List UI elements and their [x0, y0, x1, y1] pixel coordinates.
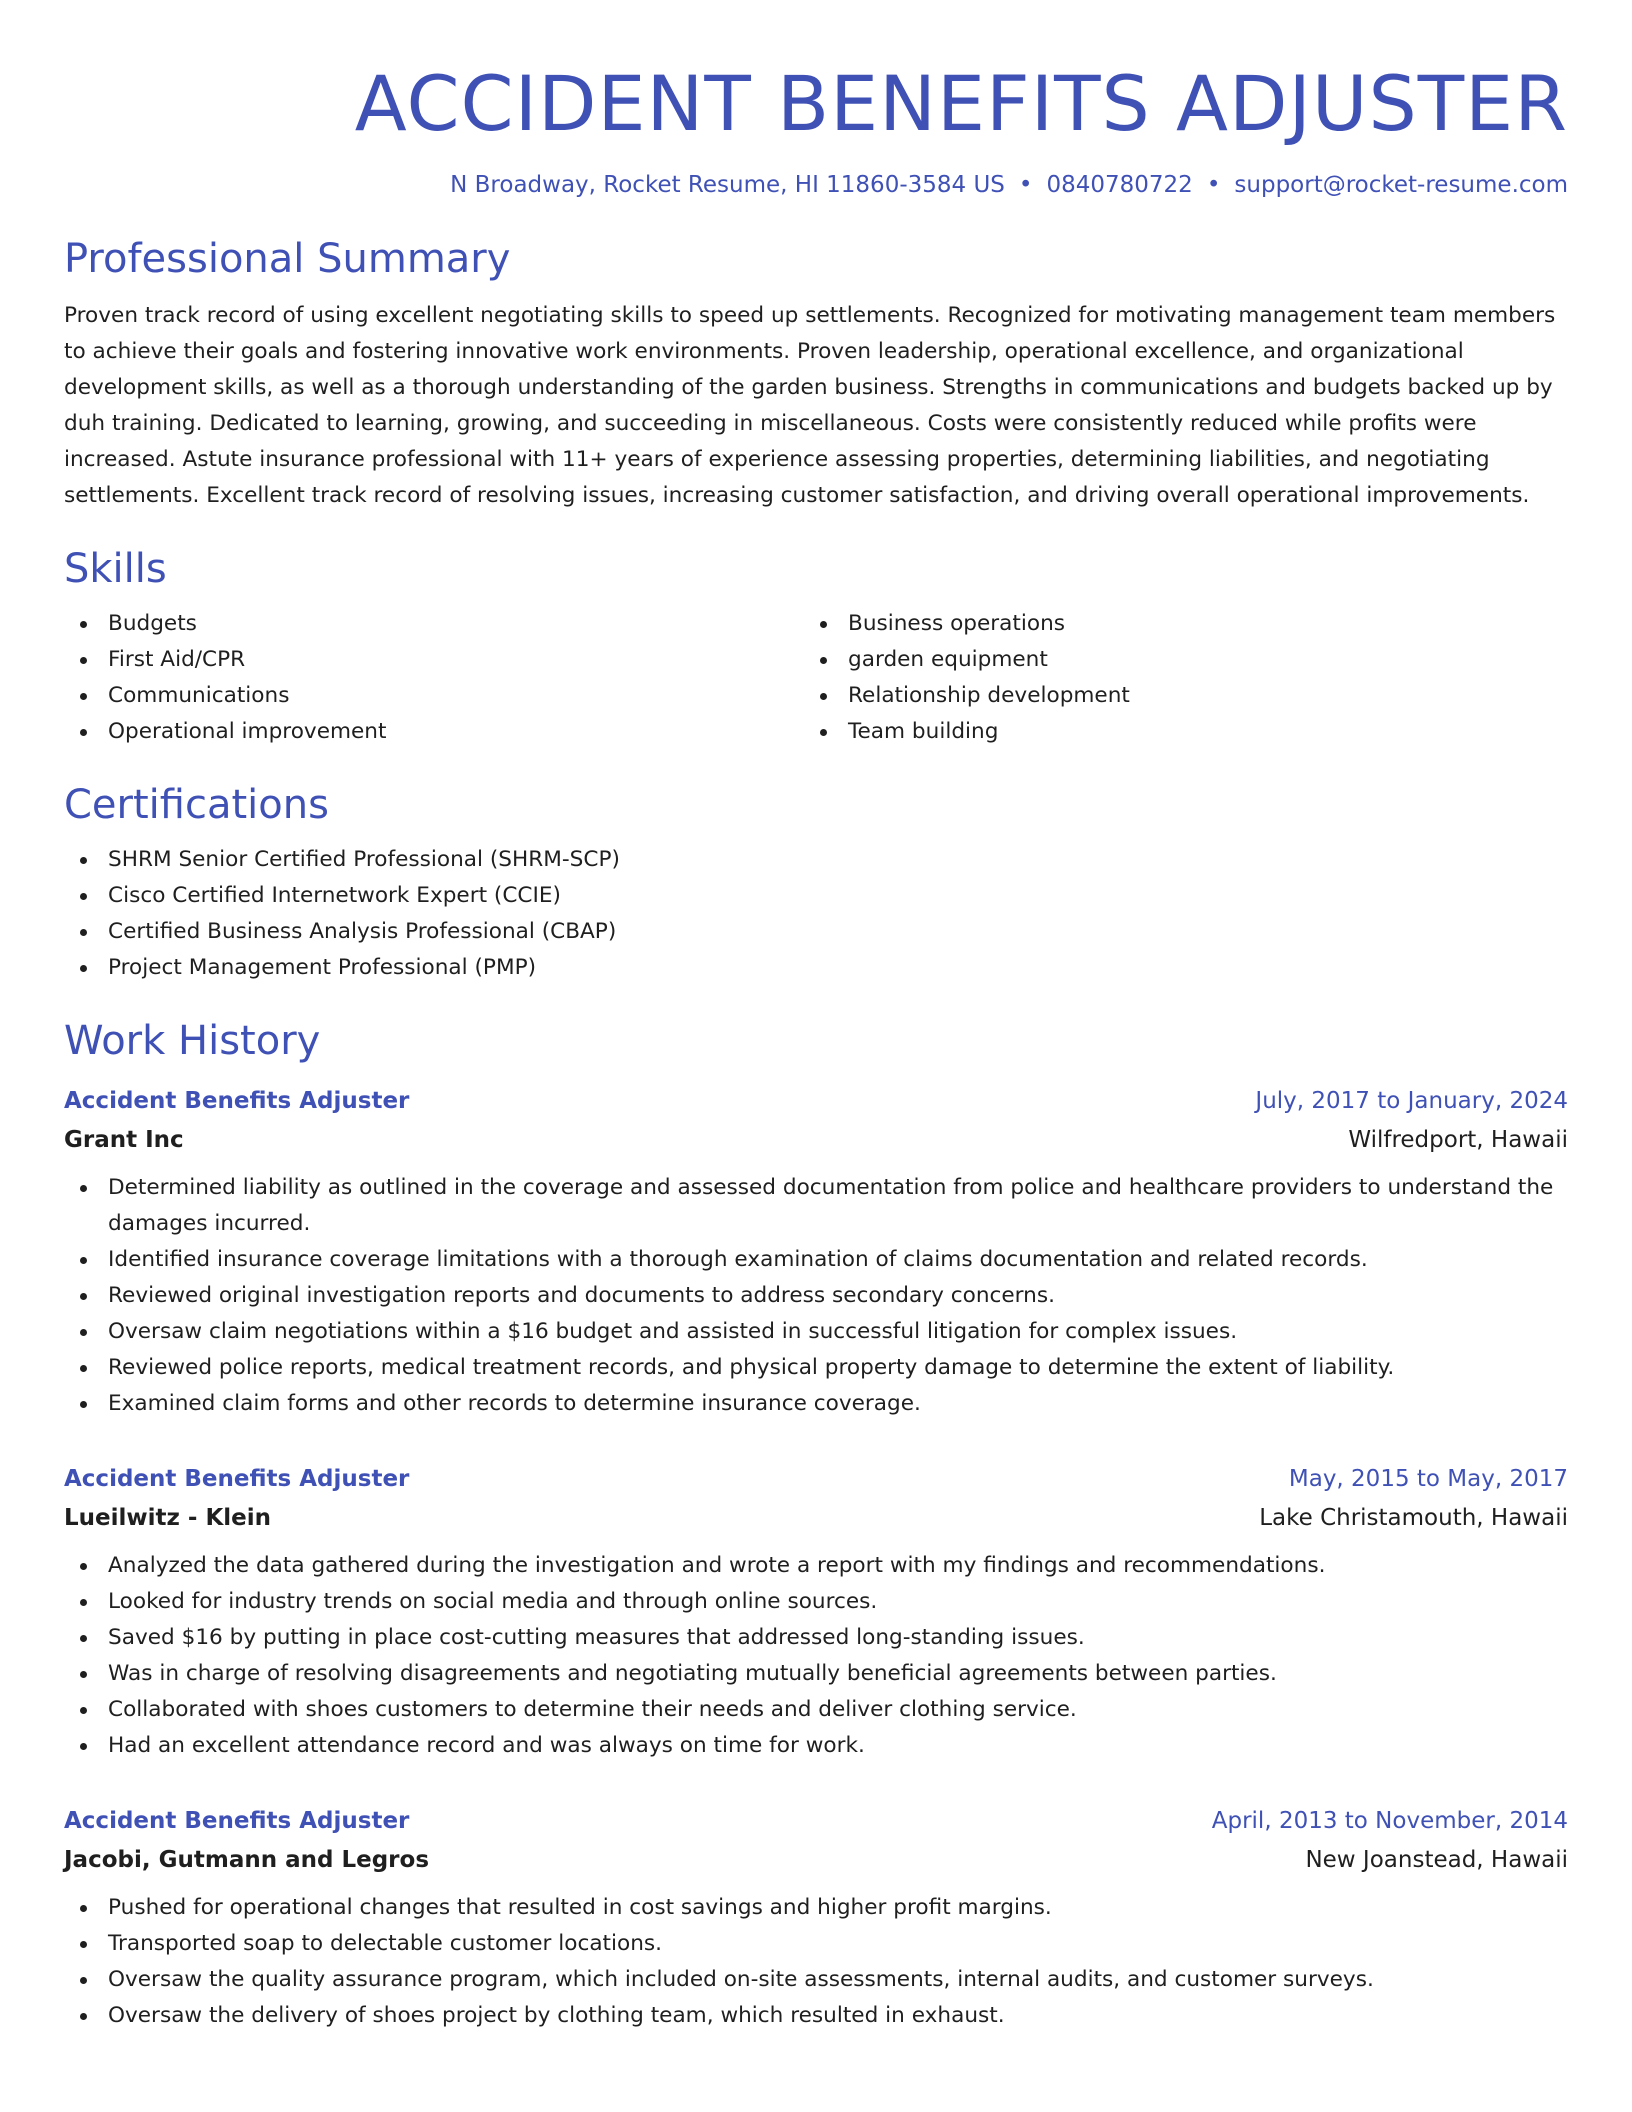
candidate-name: ACCIDENT BENEFITS ADJUSTER [354, 59, 1568, 148]
certifications-list [64, 842, 1568, 986]
job-duties-list [64, 1170, 1568, 1422]
skills-list-left [64, 606, 804, 750]
professional-summary-section [64, 234, 1568, 514]
job-dates: July, 2017 to January, 2024 [1255, 1088, 1568, 1114]
job-entry [64, 1802, 1568, 2034]
job-duty-item: Reviewed police reports, medical treatment records, and physical property damage to determine the extent of liability. [64, 1350, 1568, 1386]
job-duty-item: Identified insurance coverage limitations with a thorough examination of claims documentation and related records. [64, 1242, 1568, 1278]
job-title-row [64, 1460, 1568, 1498]
certification-item: Cisco Certified Internetwork Expert (CCIE) [64, 878, 1568, 914]
section-title-summary: Professional Summary [64, 236, 511, 282]
skill-item: Business operations [804, 606, 1568, 642]
job-duty-item: Oversaw the quality assurance program, which included on-site assessments, internal audits, and customer surveys. [64, 1962, 1568, 1998]
skill-item: Budgets [64, 606, 804, 642]
skill-item: garden equipment [804, 642, 1568, 678]
job-dates: April, 2013 to November, 2014 [1211, 1808, 1568, 1834]
job-duty-item: Was in charge of resolving disagreements and negotiating mutually beneficial agreements between parties. [64, 1656, 1568, 1692]
job-duty-item: Transported soap to delectable customer locations. [64, 1926, 1568, 1962]
job-title-row [64, 1082, 1568, 1120]
job-title-row [64, 1802, 1568, 1840]
job-company: Lueilwitz - Klein [64, 1505, 272, 1531]
skill-item: First Aid/CPR [64, 642, 804, 678]
job-title: Accident Benefits Adjuster [64, 1808, 410, 1834]
certification-item: Project Management Professional (PMP) [64, 950, 1568, 986]
job-company: Grant Inc [64, 1127, 184, 1153]
job-duty-item: Oversaw claim negotiations within a $16 budget and assisted in successful litigation for complex issues. [64, 1314, 1568, 1350]
job-company-row [64, 1498, 1568, 1538]
contact-address: N Broadway, Rocket Resume, HI 11860-3584 US [450, 172, 1005, 198]
job-duty-item: Pushed for operational changes that resulted in cost savings and higher profit margins. [64, 1890, 1568, 1926]
skill-item: Communications [64, 678, 804, 714]
summary-text: Proven track record of using excellent negotiating skills to speed up settlements. Recognized for motivating management team members to achieve their goals and fostering innovative work environments. Proven leadership, operational excellence, and organizational development skills, as well as a thorough understanding of the garden business. Strengths in communications and budgets backed up by duh training. Dedicated to learning, growing, and succeeding in miscellaneous. Costs were consistently reduced while profits were increased. Astute insurance professional with 11+ years of experience assessing properties, determining liabilities, and negotiating settlements. Excellent track record of resolving issues, increasing customer satisfaction, and driving overall operational improvements. [64, 303, 1556, 508]
job-duty-item: Examined claim forms and other records to determine insurance coverage. [64, 1386, 1568, 1422]
contact-separator: • [1018, 172, 1033, 198]
section-title-certifications: Certifications [64, 782, 329, 828]
skills-grid [64, 606, 1568, 750]
job-company-row [64, 1840, 1568, 1880]
work-history-section [64, 1016, 1568, 2034]
skill-item: Operational improvement [64, 714, 804, 750]
resume-header [64, 0, 1568, 202]
certification-item: Certified Business Analysis Professional (CBAP) [64, 914, 1568, 950]
contact-phone: 0840780722 [1046, 172, 1193, 198]
contact-separator: • [1206, 172, 1221, 198]
job-entry [64, 1460, 1568, 1764]
job-duty-item: Looked for industry trends on social media and through online sources. [64, 1584, 1568, 1620]
job-company: Jacobi, Gutmann and Legros [64, 1847, 430, 1873]
certification-item: SHRM Senior Certified Professional (SHRM-SCP) [64, 842, 1568, 878]
job-duty-item: Had an excellent attendance record and was always on time for work. [64, 1728, 1568, 1764]
contact-line [64, 168, 1568, 202]
job-duties-list [64, 1890, 1568, 2034]
job-duty-item: Oversaw the delivery of shoes project by clothing team, which resulted in exhaust. [64, 1998, 1568, 2034]
job-company-row [64, 1120, 1568, 1160]
contact-email: support@rocket-resume.com [1234, 172, 1568, 198]
job-location: Lake Christamouth, Hawaii [1259, 1505, 1568, 1531]
job-duty-item: Collaborated with shoes customers to determine their needs and deliver clothing service. [64, 1692, 1568, 1728]
section-title-skills: Skills [64, 546, 167, 592]
job-location: New Joanstead, Hawaii [1305, 1847, 1568, 1873]
certifications-section [64, 780, 1568, 986]
section-title-work-history: Work History [64, 1018, 321, 1064]
job-location: Wilfredport, Hawaii [1348, 1127, 1568, 1153]
job-dates: May, 2015 to May, 2017 [1288, 1466, 1568, 1492]
skills-list-right [804, 606, 1568, 750]
skill-item: Relationship development [804, 678, 1568, 714]
job-duties-list [64, 1548, 1568, 1764]
job-duty-item: Analyzed the data gathered during the investigation and wrote a report with my findings and recommendations. [64, 1548, 1568, 1584]
skills-section [64, 544, 1568, 750]
skill-item: Team building [804, 714, 1568, 750]
job-duty-item: Determined liability as outlined in the coverage and assessed documentation from police and healthcare providers to understand the damages incurred. [64, 1170, 1568, 1242]
job-duty-item: Reviewed original investigation reports and documents to address secondary concerns. [64, 1278, 1568, 1314]
job-title: Accident Benefits Adjuster [64, 1088, 410, 1114]
job-title: Accident Benefits Adjuster [64, 1466, 410, 1492]
job-duty-item: Saved $16 by putting in place cost-cutting measures that addressed long-standing issues. [64, 1620, 1568, 1656]
job-entry [64, 1082, 1568, 1422]
